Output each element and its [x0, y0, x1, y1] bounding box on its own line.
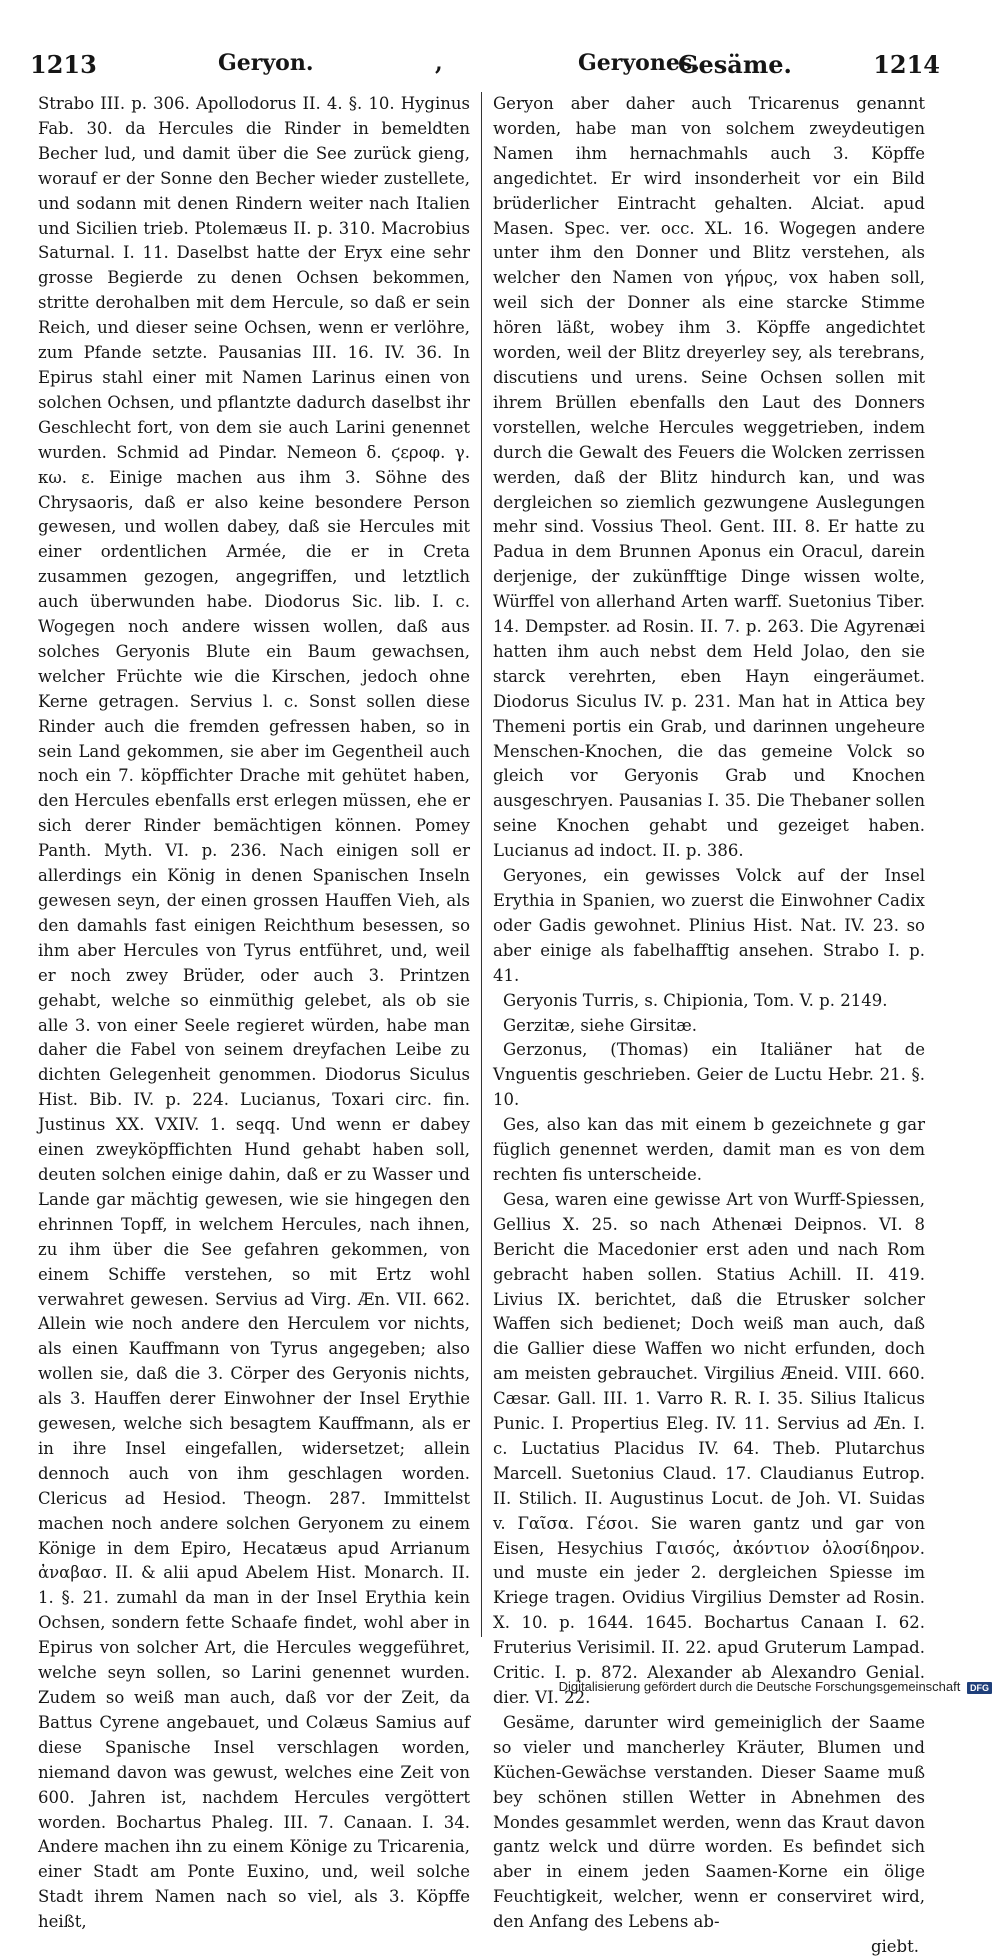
catchword: giebt. [870, 1937, 919, 1957]
footer-text: Digitalisierung gefördert durch die Deutsche Forschungsgemeinschaft [558, 1679, 961, 1694]
entry-gesa: Gesa, waren eine gewisse Art von Wurff-Spiessen, Gellius X. 25. so nach Athenæi Deipnos. VI. 8 Bericht die Macedonier erst aden und nach Rom gebracht haben sollen. Statius Achill. II. 419. Livius IX. berichtet, daß die Etrusker solcher Waffen sich bedienet; Doch weiß man auch, daß die Gallier diese Waffen wo nicht erfunden, doch am meisten gebrauchet. Virgilius Æneid. VIII. 660. Cæsar. Gall. III. 1. Varro R. R. I. 35. Silius Italicus Punic. I. Propertius Eleg. IV. 11. Servius ad Æn. I. c. Luctatius Placidus IV. 64. Theb. Plutarchus Marcell. Suetonius Claud. 17. Claudianus Eutrop. II. Stilich. II. Augustinus Locut. de Joh. VI. Suidas v. Γαῖσα. Γέσοι. Sie waren gantz und gar von Eisen, Hesychius Γαισός, ἀκόντιον ὁλοσίδηρον. und muste ein jeder 2. dergleichen Spiesse im Kriege tragen. Ovidius Virgilius Demster ad Rosin. X. 10. p. 1644. 1645. Bochartus Canaan I. 62. Fruterius Verisimil. II. 22. apud Gruterum Lampad. Critic. I. p. 872. Alexander ab Alexandro Genial. dier. VI. 22. [493, 1189, 925, 1707]
digitization-footer [559, 1679, 992, 1694]
entry-geryonis-turris: Geryonis Turris, s. Chipionia, Tom. V. p. 2149. [503, 990, 888, 1010]
column-divider [481, 92, 482, 1637]
headword-right: Gesäme. [678, 50, 792, 79]
paragraph: Strabo III. p. 306. Apollodorus II. 4. §. 10. Hyginus Fab. 30. da Hercules die Rinder in bemeldten Becher lud, und damit über die See zurück gieng, worauf er der Sonne den Becher wieder zustellete, und sodann mit denen Rindern weiter nach Italien und Sicilien trieb. Ptolemæus II. p. 310. Macrobius Saturnal. I. 11. Daselbst hatte der Eryx eine sehr grosse Begierde zu denen Ochsen bekommen, stritte derohalben mit dem Hercule, so daß er sein Reich, und dieser seine Ochsen, wenn er verlöhre, zum Pfande setzte. Pausanias III. 16. IV. 36. In Epirus stahl einer mit Namen Larinus einen von solchen Ochsen, und pflantzte dadurch daselbst ihr Geschlecht fort, von dem sie auch Larini genennet wurden. Schmid ad Pindar. Nemeon δ. ϛεροφ. γ. κω. ε. Einige machen aus ihm 3. Söhne des Chrysaoris, daß er also keine besondere Person gewesen, und wollen dabey, daß sie Hercules mit einer ordentlichen Armée, die er in Creta zusammen gezogen, angegriffen, und letztlich auch überwunden habe. Diodorus Sic. lib. I. c. Wogegen noch andere wissen wollen, daß aus solches Geryonis Blute ein Baum gewachsen, welcher Früchte wie die Kirschen, jedoch ohne Kerne getragen. Servius l. c. Sonst sollen diese Rinder auch die fremden gefressen haben, so in sein Land gekommen, sie aber im Gegentheil auch noch ein 7. köpffichter Drache mit gehütet haben, den Hercules ebenfalls erst erlegen müssen, ehe er sich derer Rinder bemächtigen können. Pomey Panth. Myth. VI. p. 236. Nach einigen soll er allerdings ein König in denen Spanischen Inseln gewesen seyn, der einen grossen Hauffen Vieh, als den damahls fast einigen Reichthum besessen, so ihm aber Hercules von Tyrus entführet, und, weil er noch zwey Brüder, oder auch 3. Printzen gehabt, welche so einmüthig gelebet, als ob sie alle 3. von einer Seele regieret würden, habe man daher die Fabel von seinem dreyfachen Leibe zu dichten Gelegenheit genommen. Diodorus Siculus Hist. Bib. IV. p. 224. Lucianus, Toxari circ. fin. Justinus XX. VXIV. 1. seqq. Und wenn er dabey einen zweyköpffichten Hund gehabt haben soll, deuten solchen einige dahin, daß er zu Wasser und Lande gar mächtig gewesen, wie sie hingegen den ehrinnen Topff, in welchem Hercules, nach ihnen, zu ihm über die See gefahren gekommen, von einem Schiffe verstehen, so mit Ertz wohl verwahret gewesen. Servius ad Virg. Æn. VII. 662. Allein wie noch andere den Herculem vor nichts, als einen Kauffmann von Tyrus angegeben; also wollen sie, daß die 3. Cörper des Geryonis nichts, als 3. Hauffen derer Einwohner der Insel Erythie gewesen, welche sich besagtem Kauffmann, als er in ihre Insel eingefallen, widersetzet; allein dennoch auch von ihm geschlagen worden. Clericus ad Hesiod. Theogn. 287. Immittelst machen noch andere solchen Geryonem zu einem Könige in dem Epiro, Hecatæus apud Arrianum ἀναβασ. II. & alii apud Abelem Hist. Monarch. II. 1. §. 21. zumahl da man in der Insel Erythia kein Ochsen, sondern fette Schaafe findet, wohl aber in Epirus von solcher Art, die Hercules weggeführet, welche seyn sollen, so Larini genennet wurden. Zudem so weiß man auch, daß vor der Zeit, da Battus Cyrene angebauet, und Colæus Samius auf diese Spanische Insel verschlagen worden, niemand davon was gewust, welches eine Zeit von 600. Jahren ist, nachdem Hercules vergöttert worden. Bochartus Phaleg. III. 7. Canaan. I. 34. Andere machen ihn zu einem Könige zu Tricarenia, einer Stadt am Ponte Euxino, und, weil solche Stadt ihrem Namen nach so viel, als 3. Köpffe heißt, [38, 94, 470, 1932]
entry-ges: Ges, also kan das mit einem b gezeichnete g gar füglich genennet werden, damit man es von dem rechten fis unterscheide. [493, 1115, 925, 1184]
entry-geryones: Geryones, ein gewisses Volck auf der Insel Erythia in Spanien, wo zuerst die Einwohner Cadix oder Gadis gewohnet. Plinius Hist. Nat. IV. 23. so aber einige als fabelhafftig ansehen. Strabo I. p. 41. [493, 866, 925, 985]
headword-left: Geryon. [218, 50, 314, 76]
page-header [30, 50, 940, 84]
entry-gerzonus: Gerzonus, (Thomas) ein Italiäner hat de Vnguentis geschrieben. Geier de Luctu Hebr. 21. §. 10. [493, 1040, 925, 1110]
dfg-logo-icon: DFG [967, 1682, 992, 1694]
left-column [38, 92, 470, 1932]
entry-gerzitae: Gerzitæ, siehe Girsitæ. [503, 1015, 698, 1035]
page-number-left: 1213 [30, 50, 97, 79]
headword-middle: Geryones. [578, 50, 700, 76]
paragraph: Geryon aber daher auch Tricarenus genannt worden, habe man von solchem zweydeutigen Namen ihm hernachmahls auch 3. Köpffe angedichtet. Er wird insonderheit vor ein Bild brüderlicher Eintracht gehalten. Alciat. apud Masen. Spec. ver. occ. XL. 16. Wogegen andere unter ihm den Donner und Blitz verstehen, als welcher den Namen von γήρυς, vox haben soll, weil sich der Donner als eine starcke Stimme hören läßt, wobey ihm 3. Köpffe angedichtet worden, weil der Blitz dreyerley sey, als terebrans, discutiens und urens. Seine Ochsen sollen mit ihrem Brüllen ebenfalls den Laut des Donners vorstellen, welche Hercules weggetrieben, indem durch die Gewalt des Feuers die Wolcken zerrissen werden, daß der Blitz hindurch kan, und was dergleichen so ziemlich gezwungene Auslegungen mehr sind. Vossius Theol. Gent. III. 8. Er hatte zu Padua in dem Brunnen Aponus ein Oracul, darein derjenige, der zukünfftige Dinge wissen wolte, Würffel von allerhand Arten warff. Suetonius Tiber. 14. Dempster. ad Rosin. II. 7. p. 263. Die Agyrenæi hatten ihm auch nebst dem Held Jolao, den sie starck verehrten, eben Hayn eingeräumet. Diodorus Siculus IV. p. 231. Man hat in Attica bey Themeni portis ein Grab, und darinnen ungeheure Menschen-Knochen, die das gemeine Volck so gleich vor Geryonis Grab und Knochen ausgeschryen. Pausanias I. 35. Die Thebaner sollen seine Knochen gehabt und gezeiget haben. Lucianus ad indoct. II. p. 386. [493, 94, 925, 861]
header-mark: , [435, 50, 443, 76]
entry-gesaeme: Gesäme, darunter wird gemeiniglich der Saame so vieler und mancherley Kräuter, Blumen und Küchen-Gewächse verstanden. Dieser Saame muß bey schönen stillen Wetter in Abnehmen des Mondes gesammlet werden, wenn das Kraut davon gantz welck und dürre worden. Es befindet sich aber in einem jeden Saamen-Korne ein ölige Feuchtigkeit, welcher, wenn er conserviret wird, den Anfang des Lebens ab- [493, 1712, 925, 1932]
page-number-right: 1214 [873, 50, 940, 79]
